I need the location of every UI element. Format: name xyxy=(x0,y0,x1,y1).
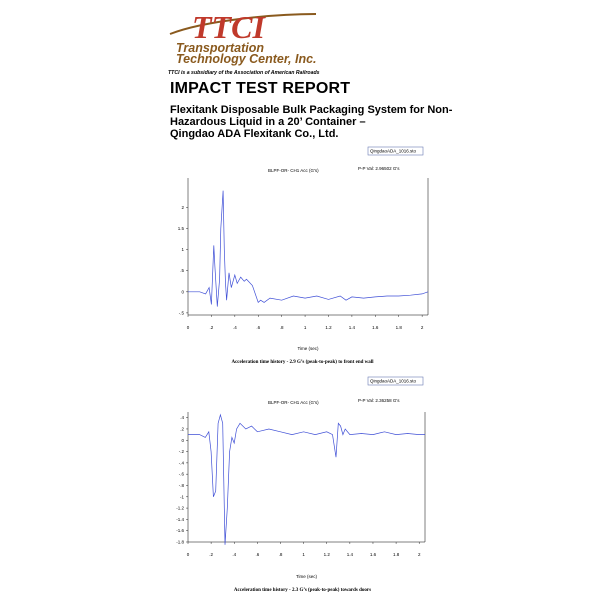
y-tick-label: -1 xyxy=(179,494,184,500)
y-tick-label: -.5 xyxy=(178,310,184,316)
x-tick-label: .6 xyxy=(256,325,261,330)
x-tick-label: .4 xyxy=(232,325,237,330)
x-tick-label: 0 xyxy=(186,552,190,557)
ttci-logo xyxy=(166,8,336,76)
logo-text: TTCI xyxy=(192,9,265,45)
x-tick-label: .2 xyxy=(209,552,214,557)
y-tick-label: 2 xyxy=(181,205,184,211)
y-tick-label: 0 xyxy=(181,437,184,443)
x-axis-label: Time (sec) xyxy=(295,574,318,579)
chart-svg xyxy=(170,145,435,355)
chart-caption-front: Acceleration time history - 2.9 G’s (peak-to-peak) to front end wall xyxy=(231,360,374,365)
company-line-2: Technology Center, Inc. xyxy=(176,52,317,66)
x-tick-label: .8 xyxy=(279,325,284,330)
y-tick-label: .4 xyxy=(180,415,184,421)
y-tick-label: -1.8 xyxy=(176,539,184,545)
x-tick-label: 1 xyxy=(302,552,305,557)
x-tick-label: .8 xyxy=(278,552,283,557)
x-tick-label: 1.6 xyxy=(369,552,377,557)
x-tick-label: 1.8 xyxy=(392,552,400,557)
series-line xyxy=(188,415,425,545)
y-tick-label: .5 xyxy=(180,268,184,274)
x-tick-label: 1 xyxy=(303,325,307,330)
x-tick-label: 1.2 xyxy=(323,552,330,557)
x-tick-label: 1.4 xyxy=(348,325,356,330)
pp-value-label: P-P Val: 2.36258 G's xyxy=(358,398,400,403)
pp-value-label: P-P Val: 2.96502 G's xyxy=(358,166,400,171)
x-tick-label: .4 xyxy=(232,552,237,557)
file-label-text: QingdaoADA_1016.sto xyxy=(370,378,417,384)
x-tick-label: 1.8 xyxy=(395,325,402,330)
chart-title: BLPF-OR- CH1 Acc (G's) xyxy=(268,400,319,405)
y-tick-label: -1.6 xyxy=(176,528,184,534)
subject-line-2: Hazardous Liquid in a 20’ Container – xyxy=(170,116,366,128)
y-tick-label: -.4 xyxy=(178,460,184,466)
y-tick-label: .2 xyxy=(180,426,184,432)
y-tick-label: -1.2 xyxy=(176,505,184,511)
chart-caption-doors: Acceleration time history - 2.3 G’s (peak-to-peak) towards doors xyxy=(233,588,372,593)
report-subject xyxy=(170,104,460,140)
company-line-1: Transportation xyxy=(176,41,264,55)
x-tick-label: .2 xyxy=(209,325,214,330)
y-tick-label: -1.4 xyxy=(176,516,184,522)
x-tick-label: .6 xyxy=(255,552,260,557)
y-tick-label: -.8 xyxy=(178,482,184,488)
x-tick-label: 0 xyxy=(186,325,190,330)
file-label-text: QingdaoADA_1016.sto xyxy=(370,148,417,154)
y-tick-label: 1.5 xyxy=(177,226,184,232)
x-tick-label: 2 xyxy=(417,552,421,557)
company-name xyxy=(176,43,317,65)
y-tick-label: 1 xyxy=(181,247,184,253)
report-title: IMPACT TEST REPORT xyxy=(170,80,351,97)
x-tick-label: 1.2 xyxy=(325,325,332,330)
y-tick-label: 0 xyxy=(181,289,184,295)
x-tick-label: 2 xyxy=(420,325,424,330)
subject-line-3: Qingdao ADA Flexitank Co., Ltd. xyxy=(170,128,339,140)
x-tick-label: 1.4 xyxy=(346,552,353,557)
chart-title: BLPF-OR- CH1 Acc (G's) xyxy=(268,168,319,173)
subject-line-1: Flexitank Disposable Bulk Packaging System for Non- xyxy=(170,104,453,116)
y-tick-label: -.6 xyxy=(178,471,184,477)
x-tick-label: 1.6 xyxy=(372,325,379,330)
chart-svg xyxy=(170,372,435,587)
chart-towards-doors xyxy=(170,372,435,587)
series-line xyxy=(188,191,428,307)
chart-front-end-wall xyxy=(170,145,435,355)
subsidiary-note: TTCI is a subsidiary of the Association of American Railroads xyxy=(168,70,320,76)
y-tick-label: -.2 xyxy=(178,449,184,455)
x-axis-label: Time (sec) xyxy=(297,346,319,351)
